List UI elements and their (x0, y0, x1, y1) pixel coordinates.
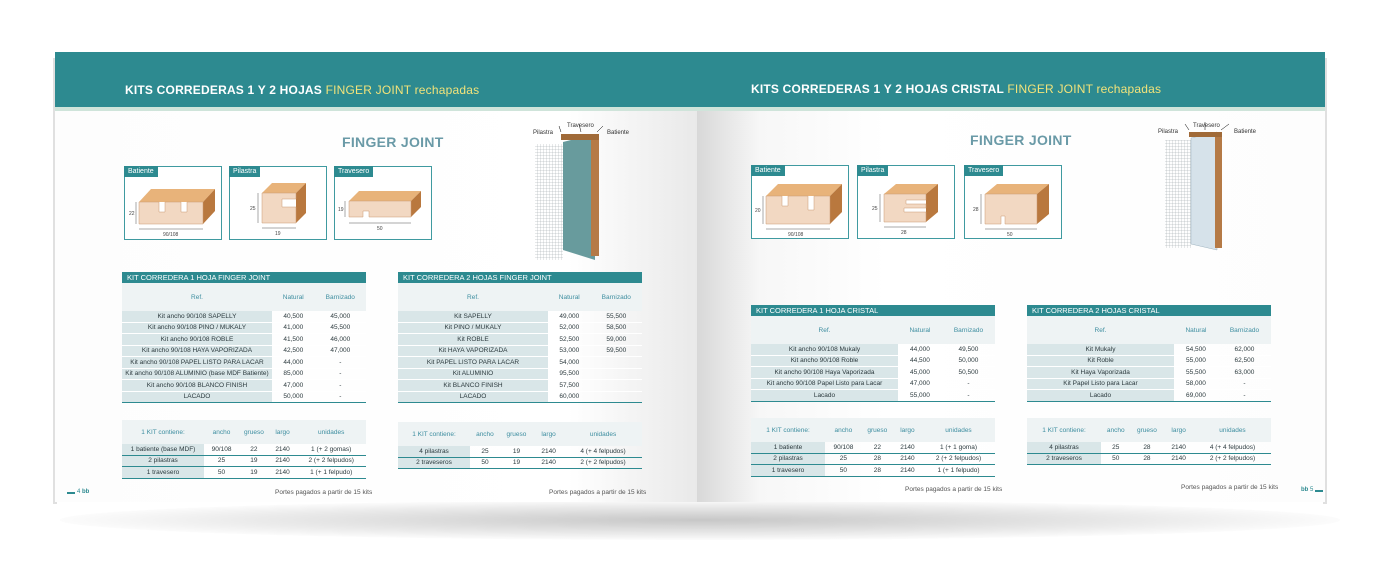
table-row (1027, 344, 1271, 355)
table-row (122, 311, 366, 322)
cell-ref: Kit ancho 90/108 Haya Vaporizada (751, 367, 898, 379)
cell-ref: Kit ancho 90/108 ROBLE (122, 334, 272, 346)
cell-ancho: 25 (825, 453, 862, 465)
col-header: Barnizado (942, 316, 995, 344)
cell-natural: 47,000 (898, 378, 942, 390)
col-header: 1 KIT contiene: (398, 422, 470, 446)
cell-ref: Kit ancho 90/108 Roble (751, 355, 898, 367)
cell-barnizado: 62,500 (1218, 355, 1271, 367)
col-header: Natural (898, 316, 942, 344)
cell-largo: 2140 (533, 457, 564, 469)
table-row (1027, 355, 1271, 367)
cell-largo: 2140 (893, 465, 922, 477)
cell-largo: 2140 (533, 446, 564, 457)
cell-unidades: 2 (+ 2 felpudos) (1194, 453, 1271, 465)
cell-natural: 55,500 (1174, 367, 1218, 379)
col-header: ancho (204, 420, 239, 444)
cell-ref: Kit Papel Listo para Lacar (1027, 378, 1174, 390)
right-page (697, 52, 1325, 502)
cell-item: 1 travesero (122, 467, 204, 479)
table-row (1027, 442, 1271, 453)
left-profile-pilastra (229, 166, 327, 240)
cell-ref: Kit ALUMINIO (398, 368, 548, 380)
right-profile-batiente (751, 165, 849, 239)
cell-barnizado: - (942, 390, 995, 402)
cell-barnizado: 58,500 (591, 322, 642, 334)
table-row (1027, 453, 1271, 465)
col-header: Natural (272, 283, 315, 311)
cell-grueso: 28 (862, 453, 893, 465)
col-header: unidades (564, 422, 642, 446)
cell-ref: Lacado (1027, 390, 1174, 402)
cell-ancho: 50 (825, 465, 862, 477)
cell-largo: 2140 (269, 467, 297, 479)
left-title-main: KITS CORREDERAS 1 Y 2 HOJAS (125, 83, 323, 97)
cell-barnizado: 55,500 (591, 311, 642, 322)
left-header-rule (55, 107, 697, 111)
right-header-band (697, 52, 1325, 107)
col-header: Natural (1174, 316, 1218, 344)
profile-label: Batiente (124, 166, 158, 177)
table-row (122, 322, 366, 334)
cell-item: 2 pilastras (751, 453, 825, 465)
cell-barnizado: 47,000 (315, 345, 366, 357)
cell-ancho: 25 (470, 446, 500, 457)
col-header: Ref. (751, 316, 898, 344)
page-number (77, 489, 89, 495)
cell-natural: 57,500 (548, 380, 591, 392)
cell-unidades: 2 (+ 2 felpudos) (564, 457, 642, 469)
col-header: largo (533, 422, 564, 446)
table-row (751, 367, 995, 379)
cell-unidades: 2 (+ 2 felpudos) (922, 453, 995, 465)
dim-horizontal: 50 (377, 226, 383, 232)
cell-grueso: 19 (500, 446, 533, 457)
cell-item: 4 pilastras (1027, 442, 1101, 453)
table-row (751, 442, 995, 453)
table-row (751, 355, 995, 367)
left-door-illustration-icon (525, 122, 645, 262)
col-header: 1 KIT contiene: (122, 420, 204, 444)
table-title: KIT CORREDERA 1 HOJA FINGER JOINT (122, 272, 366, 283)
dim-vertical: 25 (250, 206, 256, 212)
cell-largo: 2140 (893, 453, 922, 465)
col-header: Ref. (122, 283, 272, 311)
table-row (122, 455, 366, 467)
cell-ancho: 25 (1101, 442, 1131, 453)
shipping-note: Portes pagados a partir de 15 kits (905, 486, 1003, 493)
table-row (751, 344, 995, 355)
cell-barnizado: - (315, 391, 366, 403)
cell-unidades: 1 (+ 1 felpudo) (922, 465, 995, 477)
table-row (122, 391, 366, 403)
col-header: 1 KIT contiene: (751, 418, 825, 442)
cell-ref: Kit ancho 90/108 Papel Listo para Lacar (751, 378, 898, 390)
cell-natural: 55,000 (1174, 355, 1218, 367)
table-row (398, 334, 642, 346)
cell-natural: 40,500 (272, 311, 315, 322)
travesero-profile-icon (965, 166, 1061, 238)
cell-ref: Kit Mukaly (1027, 344, 1174, 355)
col-header: Barnizado (1218, 316, 1271, 344)
cell-ancho: 25 (204, 455, 239, 467)
cell-item: 1 batiente (751, 442, 825, 453)
table-row (398, 457, 642, 469)
dim-vertical: 28 (973, 207, 979, 213)
dim-horizontal: 19 (275, 231, 281, 237)
col-header: Barnizado (315, 283, 366, 311)
cell-unidades: 4 (+ 4 felpudos) (564, 446, 642, 457)
cell-natural: 55,000 (898, 390, 942, 402)
cell-barnizado: 46,000 (315, 334, 366, 346)
table-row (122, 368, 366, 380)
cell-ancho: 90/108 (204, 444, 239, 455)
cell-ref: Kit ancho 90/108 Mukaly (751, 344, 898, 355)
door-label-travesero: Travesero (1193, 123, 1220, 129)
cell-natural: 60,000 (548, 391, 591, 403)
col-header: ancho (1101, 418, 1131, 442)
right-kit-contents-1 (751, 418, 995, 477)
cell-natural: 41,500 (272, 334, 315, 346)
left-section-title: FINGER JOINT (342, 134, 444, 150)
page-bar (1315, 490, 1323, 492)
dim-horizontal: 90/108 (163, 232, 179, 238)
right-table-2-hojas (1027, 305, 1271, 402)
profile-label: Travesero (964, 165, 1003, 176)
cell-natural: 44,000 (898, 344, 942, 355)
cell-natural: 54,500 (1174, 344, 1218, 355)
cell-ref: Kit ancho 90/108 BLANCO FINISH (122, 380, 272, 392)
door-label-batiente: Batiente (1234, 129, 1257, 135)
cell-ref: Kit ancho 90/108 HAYA VAPORIZADA (122, 345, 272, 357)
cell-unidades: 1 (+ 2 gomas) (296, 444, 366, 455)
right-profile-pilastra (857, 165, 955, 239)
cell-barnizado: - (315, 380, 366, 392)
right-table-1-hoja (751, 305, 995, 402)
table-row (398, 391, 642, 403)
door-label-pilastra: Pilastra (533, 130, 554, 136)
cell-barnizado: 59,500 (591, 345, 642, 357)
page-mark: bb (1301, 487, 1309, 493)
cell-unidades: 1 (+ 1 goma) (922, 442, 995, 453)
cell-natural: 44,500 (898, 355, 942, 367)
cell-barnizado (591, 368, 642, 380)
table-row (122, 467, 366, 479)
left-kit-contents-2 (398, 422, 642, 469)
cell-natural: 52,000 (548, 322, 591, 334)
cell-natural: 52,500 (548, 334, 591, 346)
cell-natural: 69,000 (1174, 390, 1218, 402)
dim-horizontal: 28 (901, 230, 907, 236)
right-header-rule (697, 107, 1325, 111)
col-header: unidades (1194, 418, 1271, 442)
cell-barnizado: 59,000 (591, 334, 642, 346)
cell-item: 2 pilastras (122, 455, 204, 467)
left-table-1-hoja (122, 272, 366, 403)
cell-grueso: 19 (239, 455, 269, 467)
profile-label: Batiente (751, 165, 785, 176)
table-row (398, 345, 642, 357)
page-number-value: 5 (1310, 487, 1314, 493)
right-profile-travesero (964, 165, 1062, 239)
table-row (122, 345, 366, 357)
cell-natural: 49,000 (548, 311, 591, 322)
table-row (122, 444, 366, 455)
cell-ref: Kit ancho 90/108 SAPELLY (122, 311, 272, 322)
col-header: grueso (1131, 418, 1164, 442)
batiente-profile-icon (125, 167, 221, 239)
cell-barnizado: 49,500 (942, 344, 995, 355)
col-header: Ref. (398, 283, 548, 311)
cell-natural: 53,000 (548, 345, 591, 357)
cell-ref: Kit BLANCO FINISH (398, 380, 548, 392)
cell-barnizado (591, 357, 642, 369)
table-title: KIT CORREDERA 2 HOJAS FINGER JOINT (398, 272, 642, 283)
cell-item: 2 traveseros (1027, 453, 1101, 465)
cell-natural: 95,500 (548, 368, 591, 380)
left-title-accent: FINGER JOINT rechapadas (325, 83, 480, 97)
cell-barnizado (591, 391, 642, 403)
cell-ref: LACADO (122, 391, 272, 403)
cell-barnizado: - (1218, 390, 1271, 402)
left-page-title (125, 83, 479, 97)
left-header-band (55, 52, 697, 107)
cell-ancho: 50 (204, 467, 239, 479)
left-table-2-hojas (398, 272, 642, 403)
table-row (398, 368, 642, 380)
table-row (122, 380, 366, 392)
right-page-title (751, 82, 1161, 96)
table-row (398, 311, 642, 322)
col-header: unidades (296, 420, 366, 444)
shipping-note: Portes pagados a partir de 15 kits (1181, 484, 1279, 491)
batiente-profile-icon (752, 166, 848, 238)
door-label-batiente: Batiente (607, 130, 630, 136)
dim-vertical: 19 (338, 207, 344, 213)
col-header: largo (893, 418, 922, 442)
col-header: ancho (470, 422, 500, 446)
cell-ancho: 50 (1101, 453, 1131, 465)
travesero-profile-icon (335, 167, 431, 239)
cell-item: 2 traveseros (398, 457, 470, 469)
table-title: KIT CORREDERA 1 HOJA CRISTAL (751, 305, 995, 316)
cell-natural: 41,000 (272, 322, 315, 334)
dim-horizontal: 90/108 (788, 232, 804, 238)
table-row (122, 357, 366, 369)
cell-ref: Kit PAPEL LISTO PARA LACAR (398, 357, 548, 369)
cell-grueso: 28 (1131, 442, 1164, 453)
cell-natural: 42,500 (272, 345, 315, 357)
col-header: Ref. (1027, 316, 1174, 344)
cell-natural: 44,000 (272, 357, 315, 369)
cell-ref: Kit HAYA VAPORIZADA (398, 345, 548, 357)
cell-barnizado: 45,000 (315, 311, 366, 322)
page-bar (67, 492, 75, 494)
cell-largo: 2140 (269, 455, 297, 467)
cell-natural: 50,000 (272, 391, 315, 403)
door-label-pilastra: Pilastra (1158, 129, 1179, 135)
dim-vertical: 25 (872, 206, 878, 212)
col-header: grueso (500, 422, 533, 446)
col-header: Natural (548, 283, 591, 311)
cell-unidades: 2 (+ 2 felpudos) (296, 455, 366, 467)
cell-ref: Kit Roble (1027, 355, 1174, 367)
right-door-illustration-icon (1157, 122, 1247, 252)
cell-item: 4 pilastras (398, 446, 470, 457)
left-profile-travesero (334, 166, 432, 240)
cell-ref: Kit ancho 90/108 PAPEL LISTO PARA LACAR (122, 357, 272, 369)
page-number-value: 4 (77, 489, 81, 495)
col-header: largo (269, 420, 297, 444)
cell-grueso: 28 (1131, 453, 1164, 465)
cell-unidades: 1 (+ 1 felpudo) (296, 467, 366, 479)
cell-grueso: 22 (239, 444, 269, 455)
cell-unidades: 4 (+ 4 felpudos) (1194, 442, 1271, 453)
table-row (751, 465, 995, 477)
table-row (1027, 367, 1271, 379)
right-title-main: KITS CORREDERAS 1 Y 2 HOJAS CRISTAL (751, 82, 1004, 96)
cell-barnizado: - (315, 357, 366, 369)
cell-largo: 2140 (893, 442, 922, 453)
pilastra-profile-icon (230, 167, 326, 239)
cell-item: 1 travesero (751, 465, 825, 477)
cell-barnizado: - (1218, 378, 1271, 390)
cell-barnizado: - (942, 378, 995, 390)
cell-natural: 85,000 (272, 368, 315, 380)
dim-vertical: 22 (129, 211, 135, 217)
cell-natural: 47,000 (272, 380, 315, 392)
cell-barnizado: 50,500 (942, 367, 995, 379)
pilastra-profile-icon (858, 166, 954, 238)
cell-natural: 54,000 (548, 357, 591, 369)
right-section-title: FINGER JOINT (970, 132, 1072, 148)
profile-label: Travesero (334, 166, 373, 177)
cell-natural: 58,000 (1174, 378, 1218, 390)
door-label-travesero: Travesero (567, 123, 594, 129)
cell-ref: Kit ROBLE (398, 334, 548, 346)
right-kit-contents-2 (1027, 418, 1271, 465)
table-row (1027, 390, 1271, 402)
cell-ancho: 50 (470, 457, 500, 469)
table-row (398, 380, 642, 392)
cell-largo: 2140 (1163, 453, 1194, 465)
col-header: unidades (922, 418, 995, 442)
cell-item: 1 batiente (base MDF) (122, 444, 204, 455)
cell-barnizado: 50,000 (942, 355, 995, 367)
cell-barnizado: 62,000 (1218, 344, 1271, 355)
right-title-accent: FINGER JOINT rechapadas (1007, 82, 1162, 96)
book-shadow (60, 500, 1340, 540)
cell-natural: 45,000 (898, 367, 942, 379)
cell-ref: LACADO (398, 391, 548, 403)
col-header: ancho (825, 418, 862, 442)
col-header: largo (1163, 418, 1194, 442)
col-header: 1 KIT contiene: (1027, 418, 1101, 442)
left-kit-contents-1 (122, 420, 366, 479)
cell-barnizado: 45,500 (315, 322, 366, 334)
table-row (398, 322, 642, 334)
shipping-note: Portes pagados a partir de 15 kits (275, 489, 373, 496)
table-row (751, 390, 995, 402)
cell-ref: Kit SAPELLY (398, 311, 548, 322)
table-row (1027, 378, 1271, 390)
col-header: Barnizado (591, 283, 642, 311)
cell-ref: Kit ancho 90/108 ALUMINIO (base MDF Batiente) (122, 368, 272, 380)
cell-ref: Lacado (751, 390, 898, 402)
cell-largo: 2140 (269, 444, 297, 455)
page-mark: bb (82, 489, 90, 495)
table-row (122, 334, 366, 346)
cell-barnizado: - (315, 368, 366, 380)
cell-grueso: 22 (862, 442, 893, 453)
cell-ref: Kit ancho 90/108 PINO / MUKALY (122, 322, 272, 334)
page-number (1301, 487, 1313, 493)
cell-ref: Kit Haya Vaporizada (1027, 367, 1174, 379)
table-title: KIT CORREDERA 2 HOJAS CRISTAL (1027, 305, 1271, 316)
cell-ancho: 90/108 (825, 442, 862, 453)
table-row (398, 446, 642, 457)
profile-label: Pilastra (857, 165, 888, 176)
shipping-note: Portes pagados a partir de 15 kits (549, 489, 647, 496)
table-row (751, 453, 995, 465)
left-page (55, 52, 697, 502)
cell-barnizado (591, 380, 642, 392)
cell-grueso: 28 (862, 465, 893, 477)
profile-label: Pilastra (229, 166, 260, 177)
col-header: grueso (239, 420, 269, 444)
cell-grueso: 19 (500, 457, 533, 469)
left-profile-batiente (124, 166, 222, 240)
cell-ref: Kit PINO / MUKALY (398, 322, 548, 334)
dim-horizontal: 50 (1007, 232, 1013, 238)
col-header: grueso (862, 418, 893, 442)
table-row (751, 378, 995, 390)
cell-largo: 2140 (1163, 442, 1194, 453)
dim-vertical: 20 (755, 208, 761, 214)
table-row (398, 357, 642, 369)
cell-barnizado: 63,000 (1218, 367, 1271, 379)
cell-grueso: 19 (239, 467, 269, 479)
